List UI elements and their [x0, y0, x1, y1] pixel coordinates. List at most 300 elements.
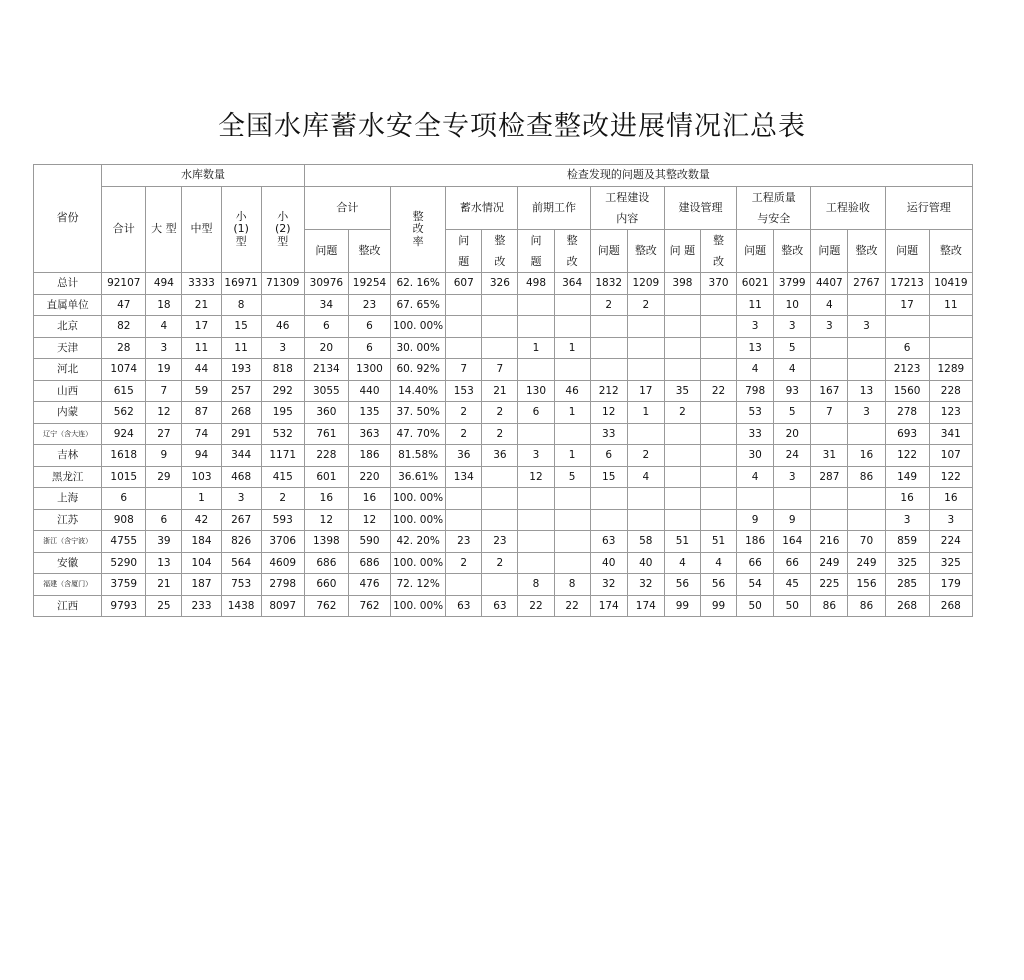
header-issue-total: 合计: [304, 187, 390, 230]
table-cell: [627, 488, 664, 510]
header-total-fix: 整改: [348, 230, 390, 273]
table-cell: 195: [261, 402, 304, 424]
table-cell: 6: [146, 509, 182, 531]
header-acceptance-fix: 整改: [848, 230, 885, 273]
table-cell: 2: [446, 402, 482, 424]
province-cell: 总计: [34, 273, 102, 295]
province-cell: 山西: [34, 380, 102, 402]
table-cell: 16: [848, 445, 885, 467]
table-cell: [664, 337, 700, 359]
header-storage-fix: 整 改: [482, 230, 518, 273]
table-cell: 134: [446, 466, 482, 488]
table-cell: 92107: [102, 273, 146, 295]
header-large: 大 型: [146, 187, 182, 273]
table-cell: 1: [518, 337, 554, 359]
table-cell: 62. 16%: [391, 273, 446, 295]
table-cell: 100. 00%: [391, 488, 446, 510]
table-cell: [627, 359, 664, 381]
table-cell: 19: [146, 359, 182, 381]
table-cell: 364: [554, 273, 590, 295]
table-cell: 6: [304, 316, 348, 338]
summary-table: [33, 164, 973, 617]
table-row: [34, 574, 973, 596]
table-cell: 1: [182, 488, 221, 510]
table-cell: [700, 316, 736, 338]
province-cell: 福建（含厦门）: [34, 574, 102, 596]
table-cell: [774, 488, 811, 510]
table-cell: [554, 316, 590, 338]
table-cell: 193: [221, 359, 261, 381]
table-cell: 415: [261, 466, 304, 488]
table-cell: 4: [737, 359, 774, 381]
table-cell: [664, 509, 700, 531]
table-cell: 2123: [885, 359, 929, 381]
table-cell: 3: [929, 509, 972, 531]
province-cell: 直属单位: [34, 294, 102, 316]
table-cell: 249: [848, 552, 885, 574]
table-cell: 28: [102, 337, 146, 359]
table-cell: [929, 316, 972, 338]
table-cell: 40: [627, 552, 664, 574]
table-cell: 32: [627, 574, 664, 596]
table-cell: [518, 552, 554, 574]
table-cell: 267: [221, 509, 261, 531]
table-row: [34, 445, 973, 467]
table-cell: 30: [737, 445, 774, 467]
table-cell: 3: [518, 445, 554, 467]
table-cell: 16: [885, 488, 929, 510]
table-cell: 18: [146, 294, 182, 316]
table-cell: 46: [554, 380, 590, 402]
table-cell: 440: [348, 380, 390, 402]
table-cell: 924: [102, 423, 146, 445]
table-cell: 14.40%: [391, 380, 446, 402]
table-cell: 156: [848, 574, 885, 596]
table-cell: 1015: [102, 466, 146, 488]
table-cell: 50: [774, 595, 811, 617]
table-cell: 593: [261, 509, 304, 531]
table-cell: 4755: [102, 531, 146, 553]
table-cell: [664, 294, 700, 316]
table-cell: 693: [885, 423, 929, 445]
table-cell: 287: [811, 466, 848, 488]
table-cell: [482, 294, 518, 316]
table-cell: 25: [146, 595, 182, 617]
table-cell: [482, 574, 518, 596]
table-cell: 51: [664, 531, 700, 553]
table-row: [34, 316, 973, 338]
table-cell: [664, 488, 700, 510]
table-cell: 135: [348, 402, 390, 424]
table-cell: 72. 12%: [391, 574, 446, 596]
table-cell: 15: [221, 316, 261, 338]
table-cell: 130: [518, 380, 554, 402]
table-cell: 122: [885, 445, 929, 467]
table-cell: 268: [221, 402, 261, 424]
table-cell: [700, 445, 736, 467]
table-row: [34, 294, 973, 316]
province-cell: 天津: [34, 337, 102, 359]
table-cell: [554, 294, 590, 316]
table-cell: 1300: [348, 359, 390, 381]
table-cell: [446, 488, 482, 510]
table-cell: 3: [146, 337, 182, 359]
table-cell: 63: [446, 595, 482, 617]
header-construction-content: 工程建设 内容: [590, 187, 664, 230]
table-cell: 1074: [102, 359, 146, 381]
table-cell: 9: [774, 509, 811, 531]
table-cell: [664, 316, 700, 338]
table-cell: 63: [482, 595, 518, 617]
table-cell: 686: [348, 552, 390, 574]
table-cell: 12: [348, 509, 390, 531]
table-cell: 36: [482, 445, 518, 467]
table-cell: 859: [885, 531, 929, 553]
table-cell: 21: [182, 294, 221, 316]
table-cell: [700, 488, 736, 510]
table-cell: 94: [182, 445, 221, 467]
header-preliminary-problem: 问 题: [518, 230, 554, 273]
header-storage-problem: 问 题: [446, 230, 482, 273]
table-cell: 37. 50%: [391, 402, 446, 424]
table-cell: 63: [590, 531, 627, 553]
table-cell: 16: [929, 488, 972, 510]
table-cell: 1: [554, 402, 590, 424]
province-cell: 辽宁（含大连）: [34, 423, 102, 445]
table-cell: 2: [627, 445, 664, 467]
header-preliminary-fix: 整 改: [554, 230, 590, 273]
table-cell: 249: [811, 552, 848, 574]
table-cell: 103: [182, 466, 221, 488]
table-cell: 607: [446, 273, 482, 295]
table-cell: 149: [885, 466, 929, 488]
header-province: 省份: [34, 165, 102, 273]
table-cell: 268: [885, 595, 929, 617]
table-cell: [664, 445, 700, 467]
header-quality-fix: 整改: [774, 230, 811, 273]
table-cell: 11: [182, 337, 221, 359]
table-cell: 122: [929, 466, 972, 488]
table-cell: 2134: [304, 359, 348, 381]
table-cell: [700, 509, 736, 531]
table-cell: 216: [811, 531, 848, 553]
table-cell: 2798: [261, 574, 304, 596]
table-cell: 212: [590, 380, 627, 402]
table-cell: 6: [590, 445, 627, 467]
table-cell: 19254: [348, 273, 390, 295]
table-cell: 186: [737, 531, 774, 553]
table-cell: 81.58%: [391, 445, 446, 467]
table-cell: 17: [182, 316, 221, 338]
table-cell: 9: [146, 445, 182, 467]
table-cell: 2: [590, 294, 627, 316]
table-cell: 1: [627, 402, 664, 424]
table-cell: 12: [590, 402, 627, 424]
table-cell: 6: [348, 337, 390, 359]
table-cell: 174: [627, 595, 664, 617]
table-cell: 3: [811, 316, 848, 338]
header-storage: 蓄水情况: [446, 187, 518, 230]
table-cell: 87: [182, 402, 221, 424]
header-mgmt-fix: 整 改: [700, 230, 736, 273]
table-cell: 1438: [221, 595, 261, 617]
table-cell: 12: [146, 402, 182, 424]
table-cell: 1289: [929, 359, 972, 381]
table-cell: 3759: [102, 574, 146, 596]
table-cell: [518, 294, 554, 316]
table-cell: [664, 423, 700, 445]
table-cell: [482, 316, 518, 338]
table-cell: 184: [182, 531, 221, 553]
table-cell: [848, 488, 885, 510]
table-cell: 54: [737, 574, 774, 596]
table-cell: 39: [146, 531, 182, 553]
province-cell: 江苏: [34, 509, 102, 531]
header-mgmt-problem: 问 题: [664, 230, 700, 273]
table-cell: 8: [518, 574, 554, 596]
table-cell: 99: [664, 595, 700, 617]
table-cell: 6: [518, 402, 554, 424]
province-cell: 吉林: [34, 445, 102, 467]
table-cell: 179: [929, 574, 972, 596]
table-cell: 27: [146, 423, 182, 445]
table-cell: [261, 294, 304, 316]
table-cell: 3: [261, 337, 304, 359]
table-cell: [446, 294, 482, 316]
table-cell: 761: [304, 423, 348, 445]
table-cell: 100. 00%: [391, 595, 446, 617]
table-row: [34, 466, 973, 488]
table-cell: 86: [848, 595, 885, 617]
table-cell: 257: [221, 380, 261, 402]
table-cell: 2: [627, 294, 664, 316]
table-cell: 70: [848, 531, 885, 553]
table-cell: 15: [590, 466, 627, 488]
table-cell: 36: [446, 445, 482, 467]
table-cell: 341: [929, 423, 972, 445]
table-cell: 1171: [261, 445, 304, 467]
table-cell: [848, 509, 885, 531]
table-cell: 40: [590, 552, 627, 574]
table-cell: 2: [446, 552, 482, 574]
table-cell: 107: [929, 445, 972, 467]
table-cell: [554, 488, 590, 510]
table-cell: 3055: [304, 380, 348, 402]
table-cell: 42: [182, 509, 221, 531]
table-cell: [590, 509, 627, 531]
table-cell: 360: [304, 402, 348, 424]
table-cell: 2: [482, 423, 518, 445]
table-cell: 47. 70%: [391, 423, 446, 445]
header-construction-problem: 问题: [590, 230, 627, 273]
table-cell: [518, 531, 554, 553]
table-cell: 30. 00%: [391, 337, 446, 359]
table-cell: [627, 509, 664, 531]
table-cell: 11: [929, 294, 972, 316]
table-cell: 818: [261, 359, 304, 381]
table-cell: 167: [811, 380, 848, 402]
table-cell: 13: [737, 337, 774, 359]
table-cell: [590, 316, 627, 338]
table-cell: [627, 337, 664, 359]
table-cell: [811, 359, 848, 381]
table-cell: 5: [774, 337, 811, 359]
table-cell: 590: [348, 531, 390, 553]
table-cell: [554, 552, 590, 574]
table-cell: 58: [627, 531, 664, 553]
table-cell: 82: [102, 316, 146, 338]
table-cell: [554, 509, 590, 531]
table-cell: [664, 359, 700, 381]
table-cell: 45: [774, 574, 811, 596]
table-row: [34, 531, 973, 553]
table-cell: [811, 337, 848, 359]
table-cell: [518, 488, 554, 510]
table-cell: [482, 466, 518, 488]
province-cell: 河北: [34, 359, 102, 381]
header-medium: 中型: [182, 187, 221, 273]
table-cell: 35: [664, 380, 700, 402]
table-cell: 1: [554, 337, 590, 359]
table-cell: 60. 92%: [391, 359, 446, 381]
header-total-problem: 问题: [304, 230, 348, 273]
table-cell: [737, 488, 774, 510]
table-cell: 285: [885, 574, 929, 596]
table-cell: 6021: [737, 273, 774, 295]
table-cell: [700, 423, 736, 445]
table-cell: 7: [146, 380, 182, 402]
table-cell: 22: [554, 595, 590, 617]
table-cell: 4: [664, 552, 700, 574]
table-cell: 564: [221, 552, 261, 574]
table-cell: 8: [221, 294, 261, 316]
table-cell: [590, 337, 627, 359]
table-cell: 7: [446, 359, 482, 381]
table-cell: [811, 488, 848, 510]
province-cell: 浙江（含宁波）: [34, 531, 102, 553]
table-cell: 11: [221, 337, 261, 359]
table-cell: 3: [848, 316, 885, 338]
header-quality: 工程质量 与安全: [737, 187, 811, 230]
province-cell: 内蒙: [34, 402, 102, 424]
table-cell: [554, 359, 590, 381]
table-cell: 4: [737, 466, 774, 488]
table-cell: 3: [737, 316, 774, 338]
table-cell: [700, 466, 736, 488]
table-cell: 13: [848, 380, 885, 402]
table-cell: 33: [737, 423, 774, 445]
header-acceptance-problem: 问题: [811, 230, 848, 273]
table-cell: [811, 423, 848, 445]
table-cell: 5: [774, 402, 811, 424]
table-cell: 2: [664, 402, 700, 424]
table-cell: 4: [811, 294, 848, 316]
table-cell: 20: [304, 337, 348, 359]
table-body: [34, 273, 973, 617]
table-cell: [627, 316, 664, 338]
table-cell: 686: [304, 552, 348, 574]
table-cell: 363: [348, 423, 390, 445]
header-small2: 小 (2) 型: [261, 187, 304, 273]
table-cell: [518, 509, 554, 531]
table-cell: 498: [518, 273, 554, 295]
table-cell: 798: [737, 380, 774, 402]
table-cell: 3706: [261, 531, 304, 553]
table-cell: 8: [554, 574, 590, 596]
table-cell: 16971: [221, 273, 261, 295]
table-cell: 71309: [261, 273, 304, 295]
table-cell: [518, 359, 554, 381]
table-cell: 42. 20%: [391, 531, 446, 553]
table-cell: 36.61%: [391, 466, 446, 488]
table-cell: 23: [446, 531, 482, 553]
table-cell: 12: [518, 466, 554, 488]
table-cell: 398: [664, 273, 700, 295]
table-cell: [848, 423, 885, 445]
table-cell: 4: [774, 359, 811, 381]
table-row: [34, 273, 973, 295]
table-cell: 292: [261, 380, 304, 402]
table-cell: [929, 337, 972, 359]
table-cell: 31: [811, 445, 848, 467]
table-cell: 224: [929, 531, 972, 553]
table-cell: 9793: [102, 595, 146, 617]
table-cell: 174: [590, 595, 627, 617]
table-cell: 2: [446, 423, 482, 445]
table-cell: 44: [182, 359, 221, 381]
table-cell: 23: [482, 531, 518, 553]
table-cell: 67. 65%: [391, 294, 446, 316]
header-operation-problem: 问题: [885, 230, 929, 273]
table-cell: 7: [482, 359, 518, 381]
table-cell: 32: [590, 574, 627, 596]
table-row: [34, 488, 973, 510]
table-cell: 17: [627, 380, 664, 402]
table-cell: [590, 359, 627, 381]
table-cell: 3: [221, 488, 261, 510]
table-cell: 325: [885, 552, 929, 574]
table-cell: 164: [774, 531, 811, 553]
table-cell: 268: [929, 595, 972, 617]
table-cell: 3799: [774, 273, 811, 295]
table-cell: 4: [627, 466, 664, 488]
table-cell: 74: [182, 423, 221, 445]
province-cell: 黑龙江: [34, 466, 102, 488]
table-cell: 12: [304, 509, 348, 531]
table-cell: 22: [518, 595, 554, 617]
table-cell: 753: [221, 574, 261, 596]
table-cell: 93: [774, 380, 811, 402]
table-cell: 59: [182, 380, 221, 402]
table-cell: [446, 316, 482, 338]
table-cell: 908: [102, 509, 146, 531]
table-cell: 3: [885, 509, 929, 531]
table-cell: 153: [446, 380, 482, 402]
table-cell: [518, 316, 554, 338]
table-cell: 10: [774, 294, 811, 316]
table-cell: [446, 574, 482, 596]
table-cell: 3: [774, 316, 811, 338]
table-cell: 601: [304, 466, 348, 488]
province-cell: 上海: [34, 488, 102, 510]
table-cell: 2: [261, 488, 304, 510]
table-cell: 220: [348, 466, 390, 488]
table-cell: [848, 337, 885, 359]
table-cell: 1832: [590, 273, 627, 295]
table-cell: 186: [348, 445, 390, 467]
table-cell: 34: [304, 294, 348, 316]
table-cell: 51: [700, 531, 736, 553]
